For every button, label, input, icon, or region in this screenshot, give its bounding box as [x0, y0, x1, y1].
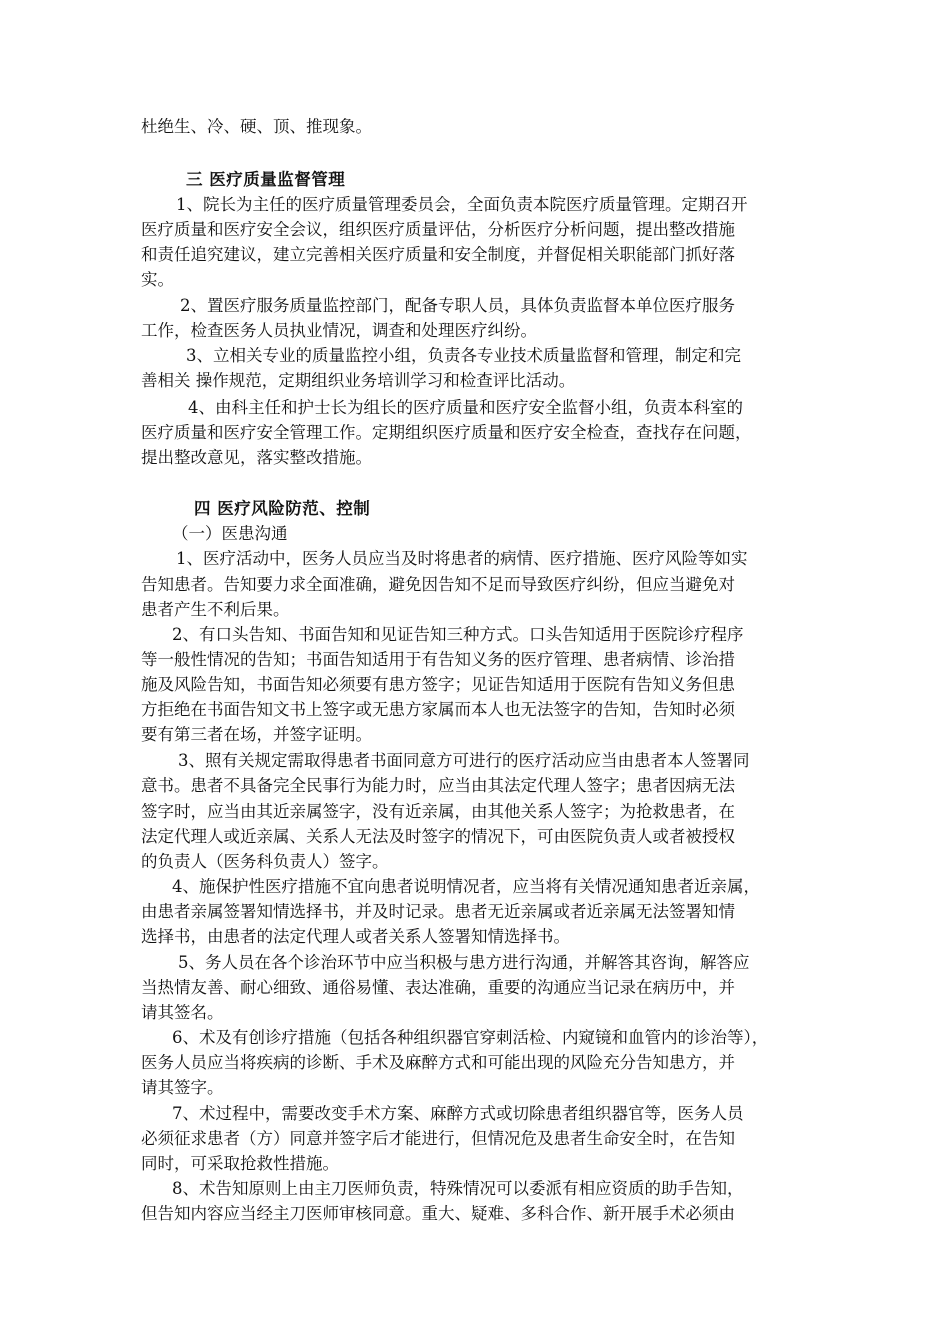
text-line: 4、施保护性医疗措施不宜向患者说明情况者，应当将有关情况通知患者近亲属，	[172, 877, 760, 896]
text-line: 和责任追究建议，建立完善相关医疗质量和安全制度，并督促相关职能部门抓好落	[141, 245, 735, 264]
text-line: 1、院长为主任的医疗质量管理委员会，全面负责本院医疗质量管理。定期召开	[176, 195, 748, 214]
text-line: 方拒绝在书面告知文书上签字或无患方家属而本人也无法签字的告知，告知时必须	[141, 700, 735, 719]
text-line: 法定代理人或近亲属、关系人无法及时签字的情况下，可由医院负责人或者被授权	[141, 827, 735, 846]
text-line: 请其签名。	[141, 1003, 224, 1022]
text-line: 8、术告知原则上由主刀医师负责，特殊情况可以委派有相应资质的助手告知，	[172, 1179, 744, 1198]
text-line: 当热情友善、耐心细致、通俗易懂、表达准确，重要的沟通应当记录在病历中，并	[141, 978, 735, 997]
text-line: 施及风险告知，书面告知必须要有患方签字；见证告知适用于医院有告知义务但患	[141, 675, 735, 694]
text-line: 实。	[141, 270, 174, 289]
text-line: 但告知内容应当经主刀医师审核同意。重大、疑难、多科合作、新开展手术必须由	[141, 1204, 735, 1223]
text-line: 5、务人员在各个诊治环节中应当积极与患方进行沟通，并解答其咨询，解答应	[178, 953, 750, 972]
text-line: 3、立相关专业的质量监控小组，负责各专业技术质量监督和管理，制定和完	[186, 346, 741, 365]
text-line: 6、术及有创诊疗措施（包括各种组织器官穿刺活检、内窥镜和血管内的诊治等），	[172, 1028, 769, 1047]
text-line: 请其签字。	[141, 1078, 224, 1097]
text-line: 签字时，应当由其近亲属签字，没有近亲属，由其他关系人签字；为抢救患者，在	[141, 802, 735, 821]
text-line: 医务人员应当将疾病的诊断、手术及麻醉方式和可能出现的风险充分告知患方，并	[141, 1053, 735, 1072]
text-line: 提出整改意见，落实整改措施。	[141, 448, 372, 467]
subsection-heading: （一）医患沟通	[172, 524, 288, 543]
text-line: 要有第三者在场，并签字证明。	[141, 725, 372, 744]
text-line: 工作，检查医务人员执业情况，调查和处理医疗纠纷。	[141, 321, 537, 340]
text-line: 4、由科主任和护士长为组长的医疗质量和医疗安全监督小组，负责本科室的	[188, 398, 743, 417]
section-heading-3: 三 医疗质量监督管理	[186, 170, 346, 189]
section-heading-4: 四 医疗风险防范、控制	[194, 499, 371, 518]
text-line: 杜绝生、冷、硬、顶、推现象。	[141, 117, 372, 136]
text-line: 的负责人（医务科负责人）签字。	[141, 852, 389, 871]
text-line: 意书。患者不具备完全民事行为能力时，应当由其法定代理人签字；患者因病无法	[141, 776, 735, 795]
text-line: 善相关 操作规范，定期组织业务培训学习和检查评比活动。	[141, 371, 576, 390]
text-line: 由患者亲属签署知情选择书，并及时记录。患者无近亲属或者近亲属无法签署知情	[141, 902, 735, 921]
text-line: 1、医疗活动中，医务人员应当及时将患者的病情、医疗措施、医疗风险等如实	[176, 549, 748, 568]
text-line: 患者产生不利后果。	[141, 600, 290, 619]
text-line: 告知患者。告知要力求全面准确，避免因告知不足而导致医疗纠纷，但应当避免对	[141, 575, 735, 594]
text-line: 医疗质量和医疗安全会议，组织医疗质量评估，分析医疗分析问题，提出整改措施	[141, 220, 735, 239]
text-line: 医疗质量和医疗安全管理工作。定期组织医疗质量和医疗安全检查，查找存在问题，	[141, 423, 752, 442]
text-line: 必须征求患者（方）同意并签字后才能进行，但情况危及患者生命安全时，在告知	[141, 1129, 735, 1148]
text-line: 2、置医疗服务质量监控部门，配备专职人员，具体负责监督本单位医疗服务	[180, 296, 735, 315]
text-line: 3、照有关规定需取得患者书面同意方可进行的医疗活动应当由患者本人签署同	[178, 751, 750, 770]
text-line: 选择书，由患者的法定代理人或者关系人签署知情选择书。	[141, 927, 570, 946]
text-line: 2、有口头告知、书面告知和见证告知三种方式。口头告知适用于医院诊疗程序	[172, 625, 744, 644]
text-line: 同时，可采取抢救性措施。	[141, 1154, 339, 1173]
text-line: 7、术过程中，需要改变手术方案、麻醉方式或切除患者组织器官等，医务人员	[172, 1104, 744, 1123]
text-line: 等一般性情况的告知；书面告知适用于有告知义务的医疗管理、患者病情、诊治措	[141, 650, 735, 669]
